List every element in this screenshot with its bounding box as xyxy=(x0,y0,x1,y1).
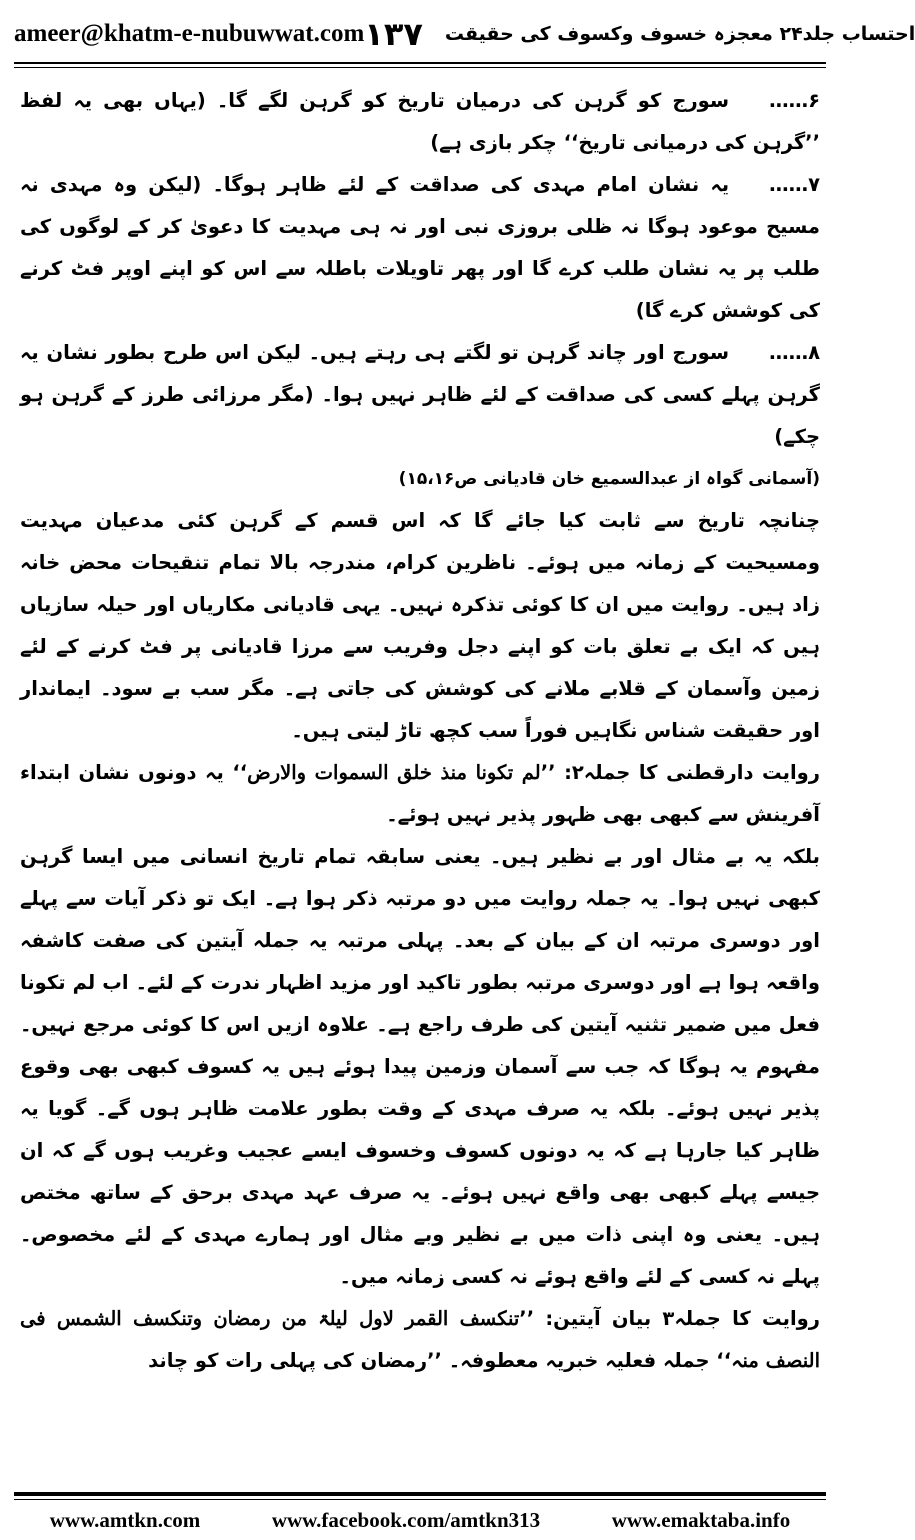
item-number-8: ۸…… xyxy=(769,341,820,364)
paragraph-8-text: سورج اور چاند گرہن تو لگتے ہی رہتے ہیں۔ لیکن اس طرح بطور نشان یہ گرہن پہلے کسی کی صداقت کے لئے ظاہر نہیں ہوا۔ (مگر مرزائی طرز کے گرہن ہو چکے) xyxy=(20,341,820,448)
footer-link-facebook: www.facebook.com/amtkn313 xyxy=(271,1507,541,1532)
page-header xyxy=(14,8,915,60)
header-title-group xyxy=(364,15,915,53)
paragraph-sentence-2 xyxy=(20,752,820,836)
footer-rule xyxy=(14,1492,826,1496)
footer-link-amtkn: www.amtkn.com xyxy=(49,1507,201,1532)
page-body xyxy=(20,80,820,1485)
sentence-2-intro: روایت دارقطنی کا جملہ۲: ’’ xyxy=(540,761,821,784)
sentence-3-intro: روایت کا جملہ۳ بیان آیتین: ’’ xyxy=(519,1307,821,1330)
paragraph-6 xyxy=(20,80,820,164)
page-number: ۱۳۷ xyxy=(364,15,423,53)
sentence-2-arabic: لم تکونا منذ خلق السموات والارض xyxy=(247,761,541,784)
header-email: ameer@khatm-e-nubuwwat.com xyxy=(14,20,365,47)
item-number-7: ۷…… xyxy=(769,173,820,196)
header-rule-thin xyxy=(14,67,826,68)
header-title: احتساب جلد۲۴ معجزہ خسوف وکسوف کی حقیقت xyxy=(444,23,915,45)
paragraph-6-text: سورج کو گرہن کی درمیان تاریخ کو گرہن لگے گا۔ (یہاں بھی یہ لفظ ’’گرہن کی درمیانی تاریخ‘‘ چکر بازی ہے) xyxy=(20,89,820,154)
paragraph-7 xyxy=(20,164,820,332)
paragraph-explanation: بلکہ یہ بے مثال اور بے نظیر ہیں۔ یعنی سابقہ تمام تاریخ انسانی میں ایسا گرہن کبھی نہیں ہوا۔ یہ جملہ روایت میں دو مرتبہ ذکر ہوا ہے۔ ایک تو ذکر آیات سے پہلے اور دوسری مرتبہ ان کے بیان کے بعد۔ پہلی مرتبہ یہ جملہ آیتین کی صفت کاشفہ واقعہ ہوا ہے اور دوسری مرتبہ بطور تاکید اور مزید اظہار ندرت کے لئے۔ اب لم تکونا فعل میں ضمیر تثنیہ آیتین کی طرف راجع ہے۔ علاوہ ازیں اس کا کوئی مرجع نہیں۔ مفہوم یہ ہوگا کہ جب سے آسمان وزمین پیدا ہوئے ہیں یہ کسوف کبھی بھی وقوع پذیر نہیں ہوئے۔ بلکہ یہ صرف مہدی کے وقت بطور علامت ظاہر ہوں گے۔ گویا یہ ظاہر کیا جارہا ہے کہ یہ دونوں کسوف وخسوف ایسے عجیب وغریب ہوں گے کہ ان جیسے پہلے کبھی بھی واقع نہیں ہوئے۔ یہ صرف عہد مہدی برحق کے ساتھ مختص ہیں۔ یعنی وہ اپنی ذات میں بے نظیر وبے مثال اور ہمارے مہدی کے لئے مخصوص۔ پہلے نہ کسی کے لئے واقع ہوئے نہ کسی زمانہ میں۔ xyxy=(20,845,820,1288)
paragraph-sentence-3 xyxy=(20,1298,820,1382)
footer-link-emaktaba: www.emaktaba.info xyxy=(611,1507,791,1532)
paragraph-7-text: یہ نشان امام مہدی کی صداقت کے لئے ظاہر ہوگا۔ (لیکن وہ مہدی نہ مسیح موعود ہوگا نہ ظلی بروزی نبی اور نہ ہی مہدیت کا دعویٰ کر کے لوگوں کی طلب پر یہ نشان طلب کرے گا اور پھر تاویلات باطلہ سے اس کو اپنے اوپر فٹ کرنے کی کوشش کرے گا) xyxy=(20,173,820,322)
sentence-3-rest: ‘‘ جملہ فعلیہ خبریہ معطوفہ۔ ’’رمضان کی پہلی رات کو چاند xyxy=(148,1349,732,1372)
paragraph-8 xyxy=(20,332,820,458)
header-rule xyxy=(14,62,826,64)
paragraph-analysis: چنانچہ تاریخ سے ثابت کیا جائے گا کہ اس قسم کے گرہن کئی مدعیان مہدیت ومسیحیت کے زمانہ میں ہوئے۔ ناظرین کرام، مندرجہ بالا تمام تنقیحات محض خانہ زاد ہیں۔ روایت میں ان کا کوئی تذکرہ نہیں۔ یہی قادیانی مکاریاں اور حیلہ سازیاں ہیں کہ ایک بے تعلق بات کو اپنے دجل وفریب سے مرزا قادیانی پر فٹ کرنے کے لئے زمین وآسمان کے قلابے ملانے کی کوشش کی جاتی ہے۔ مگر سب بے سود۔ ایماندار اور حقیقت شناس نگاہیں فوراً سب کچھ تاڑ لیتی ہیں۔ xyxy=(20,509,820,742)
sentence-3-arabic: تنکسف القمر لاول لیلۃ من رمضان وتنکسف الشمس فی النصف منہ xyxy=(20,1307,820,1372)
sentence-2-rest: ‘‘ یہ دونوں نشان ابتداء آفرینش سے کبھی بھی ظہور پذیر نہیں ہوئے۔ xyxy=(20,761,820,826)
footer-rule-thin xyxy=(14,1499,826,1500)
reference-citation: (آسمانی گواہ از عبدالسمیع خان قادیانی ص۱۵،۱۶) xyxy=(398,469,820,489)
item-number-6: ۶…… xyxy=(769,89,820,112)
page-footer xyxy=(14,1504,826,1536)
